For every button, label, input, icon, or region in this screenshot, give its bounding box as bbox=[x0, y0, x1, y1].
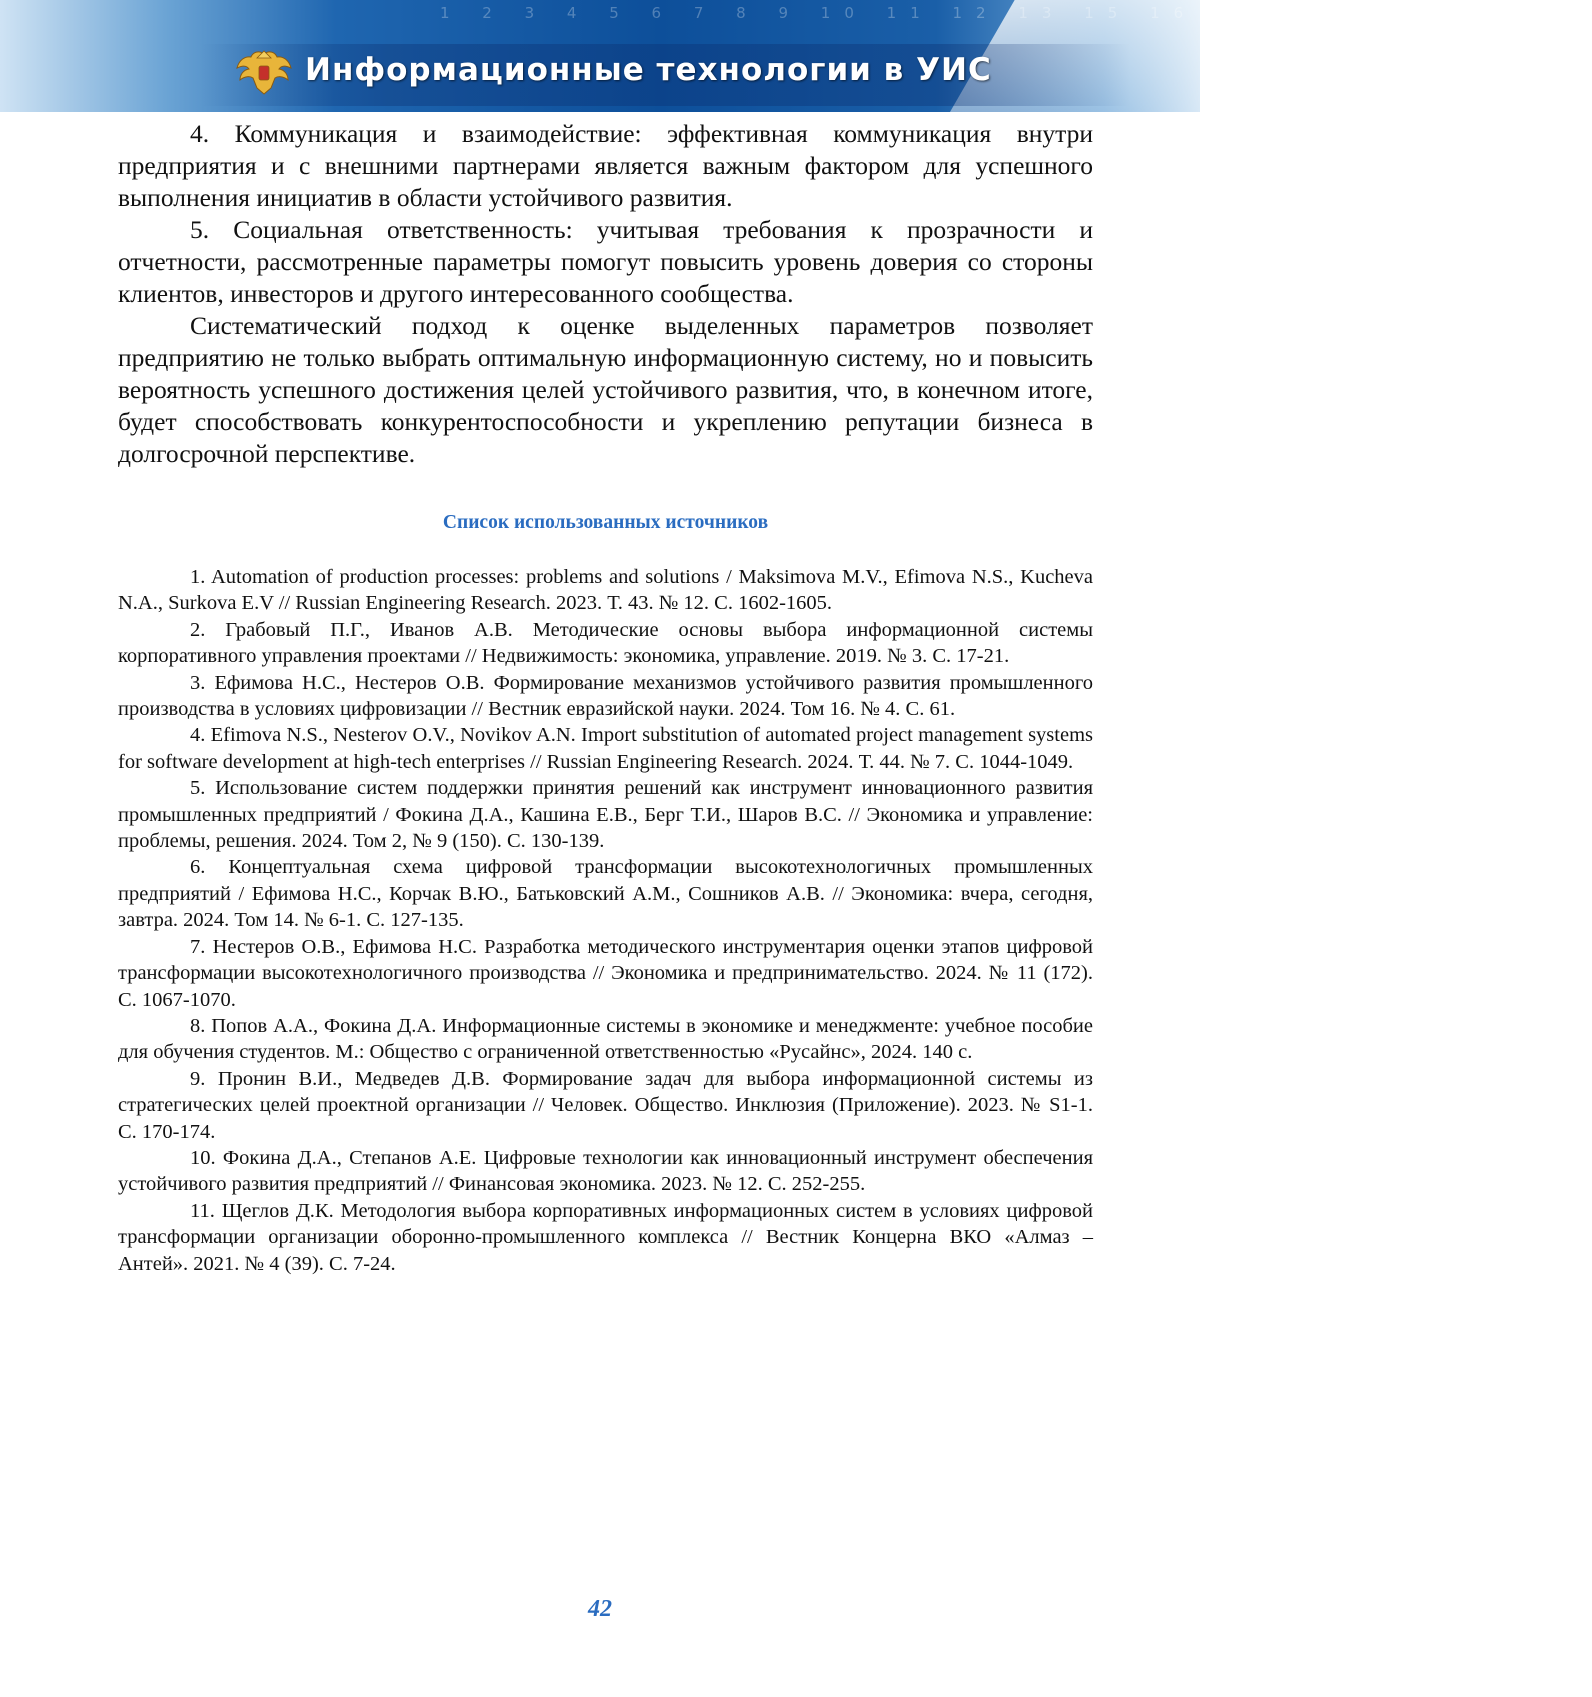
reference-item: 4. Efimova N.S., Nesterov O.V., Novikov A.N. Import substitution of automated project management systems for software development at high-tech enterprises // Russian Engineering Research. 2024. Т. 44. № 7. С. 1044-1049. bbox=[118, 722, 1093, 775]
reference-item: 10. Фокина Д.А., Степанов А.Е. Цифровые технологии как инновационный инструмент обеспечения устойчивого развития предприятий // Финансовая экономика. 2023. № 12. С. 252-255. bbox=[118, 1145, 1093, 1198]
body-paragraph: 5. Социальная ответственность: учитывая требования к прозрачности и отчетности, рассмотренные параметры помогут повысить уровень доверия со стороны клиентов, инвесторов и другого интересованного сообщества. bbox=[118, 214, 1093, 310]
references-list bbox=[118, 564, 1093, 1277]
page-content bbox=[118, 118, 1093, 1277]
reference-item: 8. Попов А.А., Фокина Д.А. Информационные системы в экономике и менеджменте: учебное пособие для обучения студентов. М.: Общество с ограниченной ответственностью «Русайнс», 2024. 140 с. bbox=[118, 1013, 1093, 1066]
body-paragraph: 4. Коммуникация и взаимодействие: эффективная коммуникация внутри предприятия и с внешними партнерами является важным фактором для успешного выполнения инициатив в области устойчивого развития. bbox=[118, 118, 1093, 214]
body-paragraph: Систематический подход к оценке выделенных параметров позволяет предприятию не только выбрать оптимальную информационную систему, но и повысить вероятность успешного достижения целей устойчивого развития, что, в конечном итоге, будет способствовать конкурентоспособности и укреплению репутации бизнеса в долгосрочной перспективе. bbox=[118, 310, 1093, 470]
references-heading: Список использованных источников bbox=[118, 512, 1093, 534]
page-number: 42 bbox=[0, 1596, 1200, 1623]
journal-title: Информационные технологии в УИС bbox=[305, 52, 992, 88]
reference-item: 7. Нестеров О.В., Ефимова Н.С. Разработка методического инструментария оценки этапов цифровой трансформации высокотехнологичного производства // Экономика и предпринимательство. 2024. № 11 (172). С. 1067-1070. bbox=[118, 934, 1093, 1013]
reference-item: 5. Использование систем поддержки принятия решений как инструмент инновационного развития промышленных предприятий / Фокина Д.А., Кашина Е.В., Берг Т.И., Шаров В.С. // Экономика и управление: проблемы, решения. 2024. Том 2, № 9 (150). С. 130-139. bbox=[118, 775, 1093, 854]
header-decorative-numbers bbox=[440, 4, 1060, 32]
reference-item: 6. Концептуальная схема цифровой трансформации высокотехнологичных промышленных предприятий / Ефимова Н.С., Корчак В.Ю., Батьковский А.М., Сошников А.В. // Экономика: вчера, сегодня, завтра. 2024. Том 14. № 6-1. С. 127-135. bbox=[118, 854, 1093, 933]
reference-item: 9. Пронин В.И., Медведев Д.В. Формирование задач для выбора информационной системы из стратегических целей проектной организации // Человек. Общество. Инклюзия (Приложение). 2023. № S1-1. С. 170-174. bbox=[118, 1066, 1093, 1145]
reference-item: 2. Грабовый П.Г., Иванов А.В. Методические основы выбора информационной системы корпоративного управления проектами // Недвижимость: экономика, управление. 2019. № 3. С. 17-21. bbox=[118, 617, 1093, 670]
reference-item: 3. Ефимова Н.С., Нестеров О.В. Формирование механизмов устойчивого развития промышленного производства в условиях цифровизации // Вестник евразийской науки. 2024. Том 16. № 4. С. 61. bbox=[118, 670, 1093, 723]
journal-header-banner bbox=[0, 0, 1200, 112]
double-headed-eagle-emblem-icon bbox=[235, 48, 293, 98]
reference-item: 1. Automation of production processes: problems and solutions / Maksimova M.V., Efimova N.S., Kucheva N.A., Surkova E.V // Russian Engineering Research. 2023. Т. 43. № 12. С. 1602-1605. bbox=[118, 564, 1093, 617]
reference-item: 11. Щеглов Д.К. Методология выбора корпоративных информационных систем в условиях цифровой трансформации организации оборонно-промышленного комплекса // Вестник Концерна ВКО «Алмаз – Антей». 2021. № 4 (39). С. 7-24. bbox=[118, 1198, 1093, 1277]
